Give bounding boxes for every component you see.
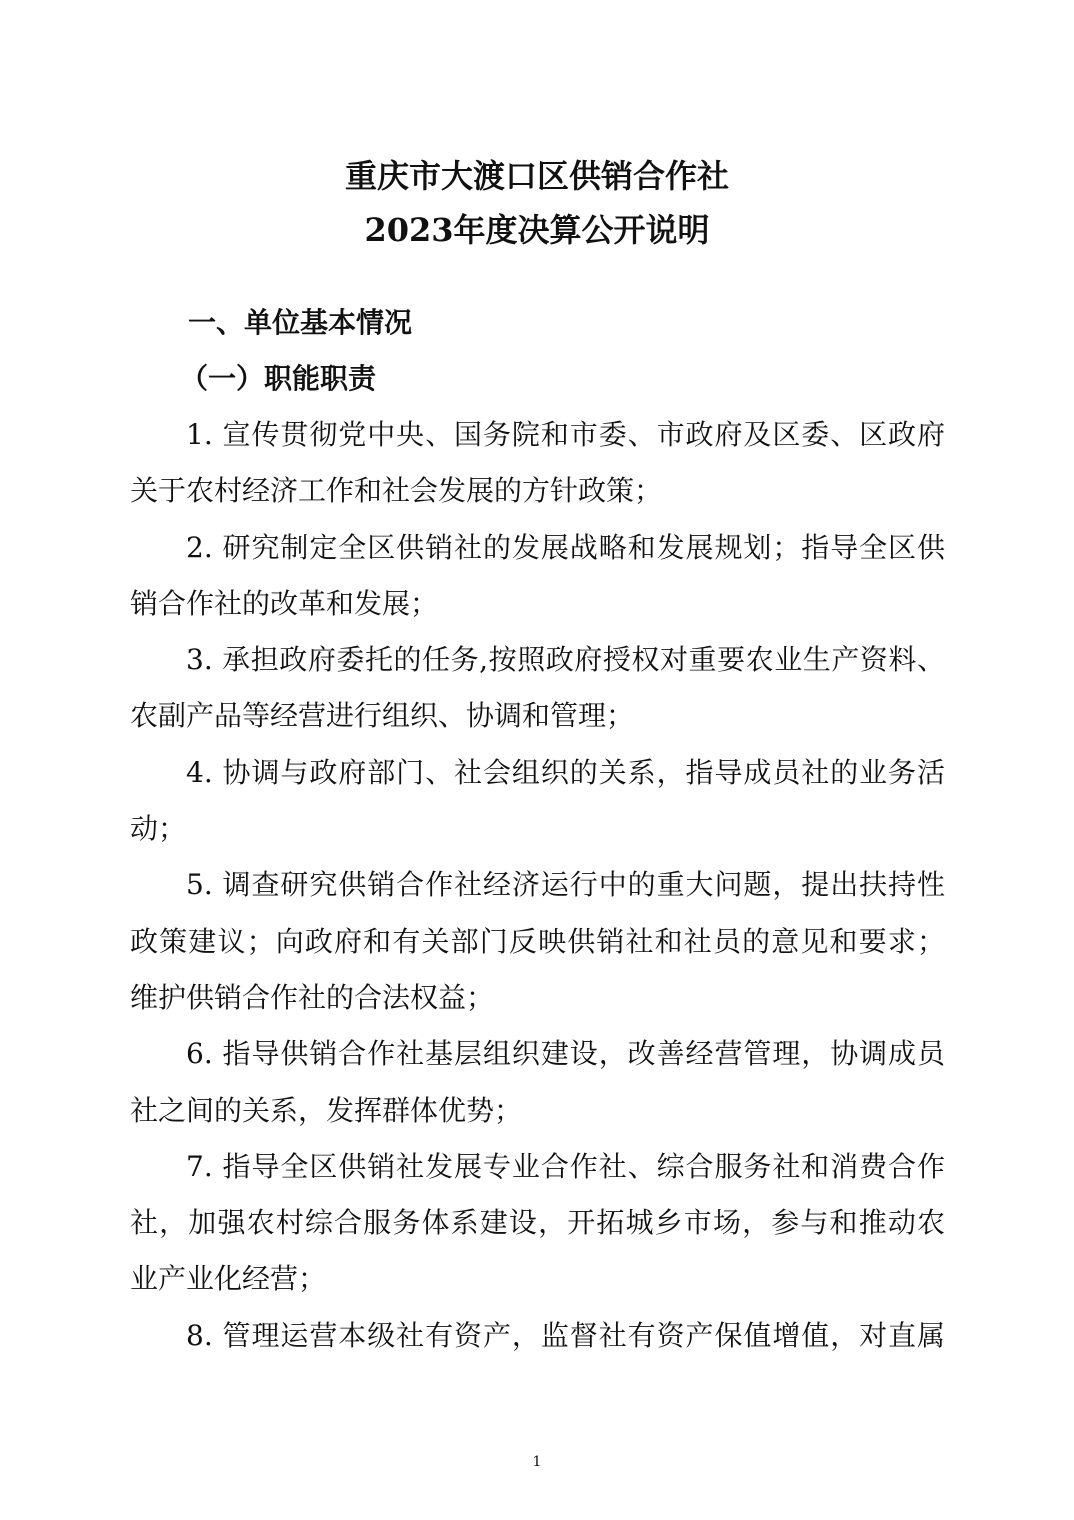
- paragraph-line: 社之间的关系，发挥群体优势；: [130, 1093, 523, 1127]
- paragraph-line: 6. 指导供销合作社基层组织建设，改善经营管理，协调成员: [186, 1037, 945, 1071]
- paragraph-line: 2. 研究制定全区供销社的发展战略和发展规划；指导全区供: [186, 530, 945, 564]
- subsection-heading: （一）职能职责: [180, 362, 377, 395]
- section-heading: 一、单位基本情况: [188, 306, 413, 339]
- paragraph-item-1: [130, 414, 945, 527]
- paragraph-line: 1. 宣传贯彻党中央、国务院和市委、市政府及区委、区政府: [186, 418, 945, 451]
- paragraph-line: 维护供销合作社的合法权益；: [130, 980, 495, 1014]
- paragraph-item-8: [130, 1315, 945, 1371]
- paragraph-line: 农副产品等经营进行组织、协调和管理；: [130, 699, 635, 733]
- page-number: 1: [532, 1454, 542, 1470]
- paragraph-item-5: [130, 864, 945, 1033]
- paragraph-item-4: [130, 752, 945, 865]
- document-body: [130, 414, 945, 1371]
- paragraph-line: 7. 指导全区供销社发展专业合作社、综合服务社和消费合作: [186, 1149, 945, 1183]
- paragraph-line: 政策建议；向政府和有关部门反映供销社和社员的意见和要求；: [130, 924, 945, 958]
- document-title-line-1: 重庆市大渡口区供销合作社: [344, 157, 729, 195]
- paragraph-line: 3. 承担政府委托的任务,按照政府授权对重要农业生产资料、: [186, 643, 945, 677]
- paragraph-line: 4. 协调与政府部门、社会组织的关系，指导成员社的业务活: [186, 755, 945, 789]
- paragraph-line: 社，加强农村综合服务体系建设，开拓城乡市场，参与和推动农: [130, 1206, 945, 1240]
- paragraph-line: 业产业化经营；: [130, 1262, 327, 1296]
- paragraph-line: 动；: [130, 812, 187, 846]
- paragraph-item-7: [130, 1146, 945, 1315]
- paragraph-line: 5. 调查研究供销合作社经济运行中的重大问题，提出扶持性: [186, 868, 945, 902]
- paragraph-line: 关于农村经济工作和社会发展的方针政策；: [130, 474, 663, 508]
- paragraph-item-6: [130, 1033, 945, 1146]
- paragraph-item-2: [130, 527, 945, 640]
- document-title-line-2: 2023年度决算公开说明: [364, 211, 710, 249]
- paragraph-item-3: [130, 639, 945, 752]
- paragraph-line: 8. 管理运营本级社有资产，监督社有资产保值增值，对直属: [186, 1318, 945, 1352]
- paragraph-line: 销合作社的改革和发展；: [130, 586, 439, 620]
